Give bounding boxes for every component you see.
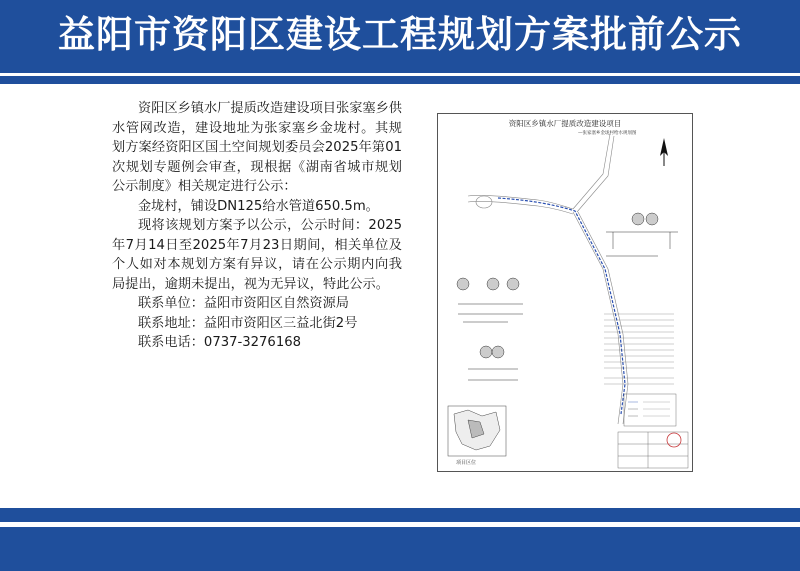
cross-section-right [606,213,678,256]
header-banner [0,0,800,84]
footer-stripe [0,522,800,527]
contact-phone: 联系电话：0737-3276168 [138,335,301,350]
plan-subtitle: —张家塞乡金垅村给水规划图 [578,131,637,136]
location-map-label: 项目区位 [456,460,477,466]
contact-address: 联系地址：益阳市资阳区三益北街2号 [138,315,358,331]
notice-paragraph-project: 资阳区乡镇水厂提质改造建设项目张家塞乡供水管网改造，建设地址为张家塞乡金垅村。其规划方案经资阳区国土空间规划委员会2025年第01次规划专题例会审查，现根据《湖南省城市规划公示制度》相关规定进行公示： [112,101,402,194]
notice-text [112,99,402,353]
location-map [448,406,506,456]
cross-section-left [457,278,523,322]
header-stripe [0,73,800,76]
north-arrow-icon [660,138,668,166]
plan-drawing [437,113,693,472]
design-notes [604,314,674,384]
page-title: 益阳市资阳区建设工程规划方案批前公示 [58,13,742,56]
plan-title: 资阳区乡镇水厂提质改造建设项目 [508,119,622,128]
footer-banner [0,508,800,571]
cross-section-lower [468,346,518,380]
water-pipe-line [498,198,625,414]
legend [624,394,676,426]
notice-paragraph-period: 现将该规划方案予以公示，公示时间：2025年7月14日至2025年7月23日期间，相关单位及个人如对本规划方案有异议，请在公示期内向我局提出，逾期未提出，视为无异议，特此公示。 [112,218,402,292]
plan-drawing-graphic [438,114,692,471]
contact-unit: 联系单位：益阳市资阳区自然资源局 [138,296,349,311]
title-block [618,432,688,468]
notice-paragraph-scope: 金垅村，铺设DN125给水管道650.5m。 [138,198,379,214]
